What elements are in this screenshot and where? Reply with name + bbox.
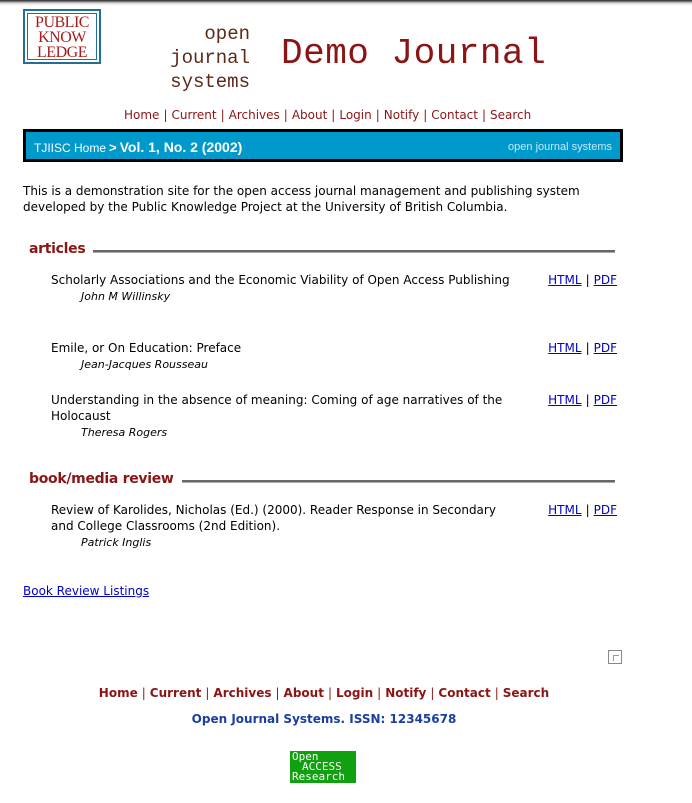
article-author: Theresa Rogers [81, 426, 168, 439]
html-galley-link[interactable]: HTML [548, 393, 582, 407]
pdf-galley-link[interactable]: PDF [593, 393, 617, 407]
top-nav [124, 108, 531, 122]
article-item [51, 340, 621, 373]
breadcrumb-current: Vol. 1, No. 2 (2002) [119, 139, 243, 155]
nav-separator: | [283, 108, 288, 122]
book-review-listings-link[interactable]: Book Review Listings [23, 584, 150, 598]
galley-links [548, 340, 617, 356]
footer-nav-notify[interactable]: Notify [385, 686, 427, 700]
footer-nav [0, 686, 648, 700]
nav-separator: | [377, 686, 382, 700]
badge-line: Open [292, 750, 319, 763]
ojs-logo-line: open [204, 23, 250, 45]
footer-nav-current[interactable]: Current [149, 686, 202, 700]
pkp-logo-line: LEDGE [37, 44, 87, 61]
ojs-logo-line: journal [170, 47, 250, 69]
corner-widget-icon[interactable] [608, 650, 622, 664]
footer-nav-login[interactable]: Login [336, 686, 374, 700]
footer-nav-archives[interactable]: Archives [213, 686, 272, 700]
html-galley-link[interactable]: HTML [548, 341, 582, 355]
breadcrumb-tagline: open journal systems [508, 141, 612, 153]
article-author: Jean-Jacques Rousseau [81, 358, 208, 371]
nav-archives[interactable]: Archives [228, 108, 280, 122]
article-author: John M Willinsky [81, 290, 171, 303]
galley-separator: | [585, 503, 590, 517]
galley-links [548, 392, 617, 408]
nav-current[interactable]: Current [171, 108, 217, 122]
section-divider [29, 250, 615, 253]
nav-notify[interactable]: Notify [383, 108, 420, 122]
pkp-logo[interactable] [23, 9, 101, 64]
section-label: book/media review [29, 471, 182, 487]
galley-separator: | [585, 393, 590, 407]
nav-separator: | [205, 686, 210, 700]
section-heading-articles [29, 241, 615, 261]
breadcrumb-arrow-icon: > [109, 140, 117, 155]
galley-links [548, 502, 617, 518]
article-title: Understanding in the absence of meaning: Coming of age narratives of the Holocaust [51, 393, 503, 423]
footer-nav-about[interactable]: About [283, 686, 324, 700]
section-heading-book-media-review [29, 471, 615, 491]
window-top-shadow [0, 0, 692, 6]
breadcrumb-home-link[interactable]: TJIISC Home [34, 141, 107, 155]
galley-separator: | [585, 341, 590, 355]
article-item [51, 502, 621, 551]
nav-separator: | [220, 108, 225, 122]
nav-separator: | [327, 686, 332, 700]
galley-separator: | [585, 273, 590, 287]
nav-separator: | [481, 108, 487, 122]
badge-line: Research [292, 770, 345, 783]
breadcrumb [34, 139, 242, 157]
nav-separator: | [423, 108, 428, 122]
nav-separator: | [331, 108, 336, 122]
nav-about[interactable]: About [291, 108, 328, 122]
article-author: Patrick Inglis [81, 536, 152, 549]
footer-nav-search[interactable]: Search [502, 686, 550, 700]
journal-title: Demo Journal [281, 33, 547, 74]
nav-contact[interactable]: Contact [431, 108, 478, 122]
nav-search[interactable]: Search [490, 108, 532, 122]
article-item [51, 392, 621, 441]
pdf-galley-link[interactable]: PDF [593, 503, 617, 517]
article-item [51, 272, 621, 305]
nav-separator: | [494, 686, 499, 700]
pkp-logo-line: PUBLIC [35, 14, 89, 31]
footer-nav-home[interactable]: Home [98, 686, 138, 700]
nav-home[interactable]: Home [124, 108, 160, 122]
section-label: articles [29, 241, 93, 257]
nav-separator: | [275, 686, 280, 700]
html-galley-link[interactable]: HTML [548, 503, 582, 517]
intro-text: This is a demonstration site for the open access journal management and publishing system developed by the Public Knowledge Project at the University of British Columbia. [23, 184, 580, 214]
nav-separator: | [375, 108, 380, 122]
galley-links [548, 272, 617, 288]
ojs-logo [150, 22, 250, 94]
nav-login[interactable]: Login [339, 108, 372, 122]
footer-nav-contact[interactable]: Contact [438, 686, 491, 700]
breadcrumb-bar [23, 129, 623, 162]
issn-text: Open Journal Systems. ISSN: 12345678 [191, 712, 457, 726]
badge-line: ACCESS [302, 760, 342, 773]
pdf-galley-link[interactable]: PDF [593, 273, 617, 287]
pdf-galley-link[interactable]: PDF [593, 341, 617, 355]
article-title: Scholarly Associations and the Economic Viability of Open Access Publishing [51, 273, 510, 287]
article-title: Review of Karolides, Nicholas (Ed.) (2000). Reader Response in Secondary and College Classrooms (2nd Edition). [51, 503, 496, 533]
article-title: Emile, or On Education: Preface [51, 341, 242, 355]
html-galley-link[interactable]: HTML [548, 273, 582, 287]
ojs-logo-line: systems [170, 71, 250, 93]
open-access-research-badge[interactable] [290, 751, 356, 783]
nav-separator: | [163, 108, 168, 122]
pkp-logo-line: KNOW [38, 29, 86, 46]
nav-separator: | [141, 686, 146, 700]
nav-separator: | [430, 686, 435, 700]
